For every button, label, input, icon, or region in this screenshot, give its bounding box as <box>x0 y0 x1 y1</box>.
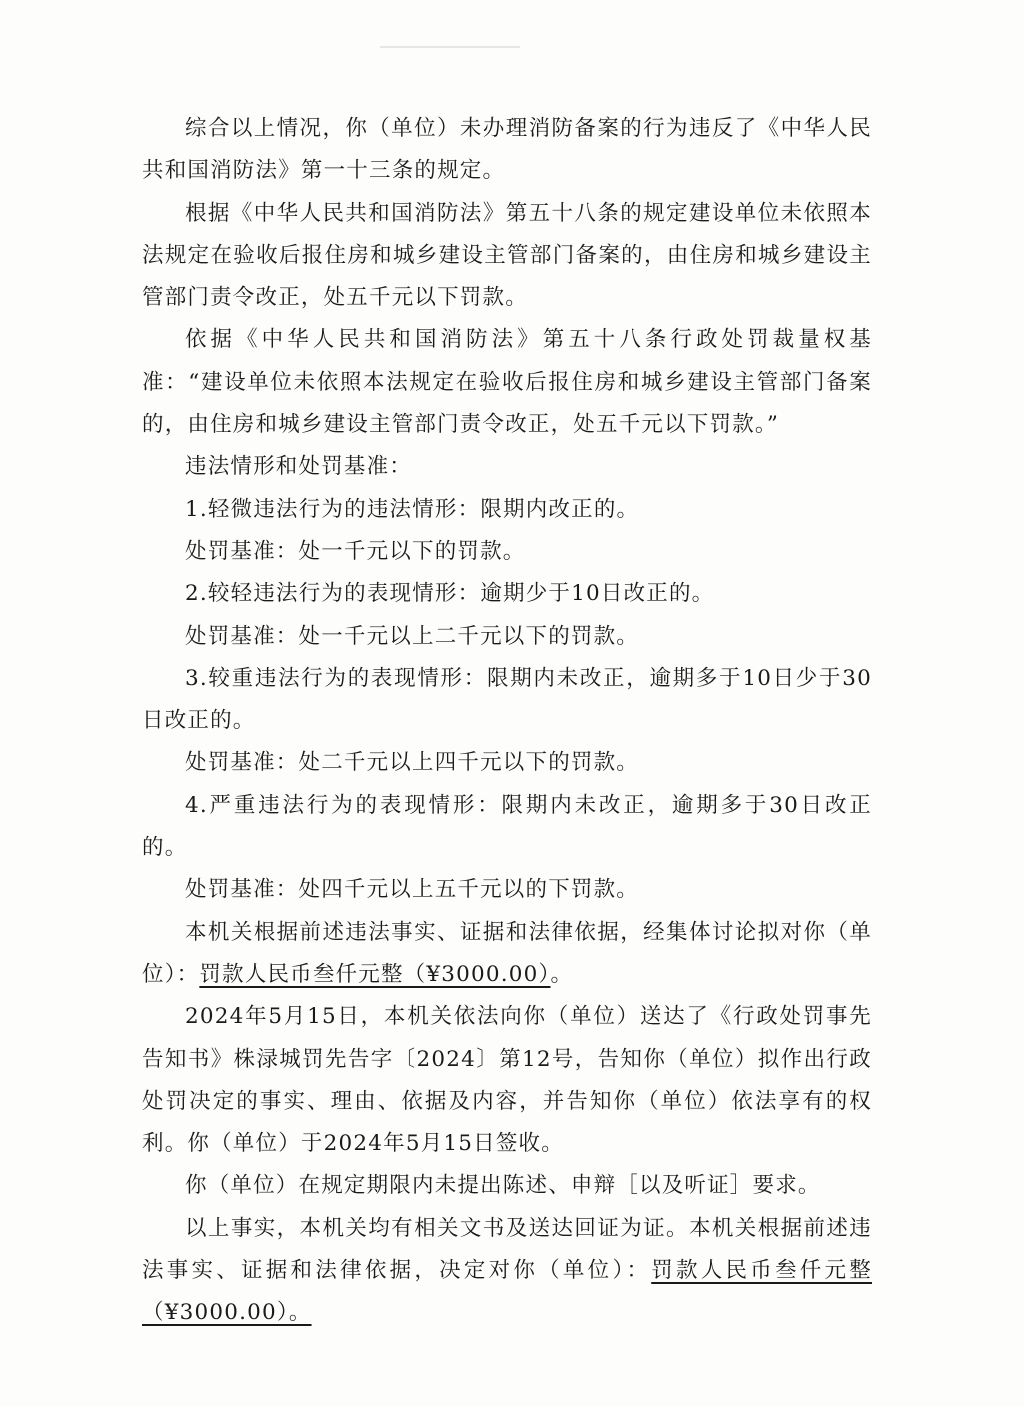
paragraph-serious-violation: 3.较重违法行为的表现情形：限期内未改正，逾期多于10日少于30日改正的。 <box>142 665 872 734</box>
paragraph-minor-penalty: 处罚基准：处一千元以下的罚款。 <box>185 538 526 564</box>
paragraph-final-decision <box>142 1208 872 1335</box>
paragraph-violation-summary: 综合以上情况，你（单位）未办理消防备案的行为违反了《中华人民共和国消防法》第一十三条的规定。 <box>142 116 872 184</box>
proposed-penalty-end: 。 <box>550 961 574 987</box>
proposed-penalty-amount: 罚款人民币叁仟元整（¥3000.00） <box>199 961 551 987</box>
paragraph-light-violation: 2.较轻违法行为的表现情形：逾期少于10日改正的。 <box>185 581 715 607</box>
paragraph-serious-penalty: 处罚基准：处二千元以上四千元以下的罚款。 <box>185 750 640 776</box>
final-decision-prefix: 以上事实，本机关均有相关文书及送达回证为证。本机关根据前述违法事实、证据和法律依据，决定对你（单位）： <box>142 1215 872 1284</box>
paragraph-proposed-penalty <box>142 912 872 997</box>
paragraph-standards-heading: 违法情形和处罚基准： <box>185 454 413 480</box>
paragraph-legal-basis: 根据《中华人民共和国消防法》第五十八条的规定建设单位未依照本法规定在验收后报住房和城乡建设主管部门备案的，由住房和城乡建设主管部门责令改正，处五千元以下罚款。 <box>142 200 872 311</box>
paragraph-light-penalty: 处罚基准：处一千元以上二千元以下的罚款。 <box>185 623 640 649</box>
paragraph-notice-served: 2024年5月15日，本机关依法向你（单位）送达了《行政处罚事先告知书》株渌城罚先告字〔2024〕第12号，告知你（单位）拟作出行政处罚决定的事实、理由、依据及内容，并告知你（单位）依法享有的权利。你（单位）于2024年5月15日签收。 <box>142 1004 872 1157</box>
paragraph-severe-violation: 4.严重违法行为的表现情形：限期内未改正，逾期多于30日改正的。 <box>142 792 872 861</box>
document-body <box>142 108 872 1335</box>
paragraph-severe-penalty: 处罚基准：处四千元以上五千元以的下罚款。 <box>185 877 640 903</box>
paragraph-minor-violation: 1.轻微违法行为的违法情形：限期内改正的。 <box>185 496 640 522</box>
scan-mark <box>380 46 520 48</box>
final-penalty-amount: 罚款人民币叁仟元整（¥3000.00）。 <box>142 1258 872 1326</box>
paragraph-no-statement: 你（单位）在规定期限内未提出陈述、申辩［以及听证］要求。 <box>185 1173 821 1199</box>
proposed-penalty-prefix: 本机关根据前述违法事实、证据和法律依据，经集体讨论拟对你（单位）： <box>142 919 872 987</box>
paragraph-discretion-standard: 依据《中华人民共和国消防法》第五十八条行政处罚裁量权基准：“建设单位未依照本法规定在验收后报住房和城乡建设主管部门备案的，由住房和城乡建设主管部门责令改正，处五千元以下罚款。” <box>142 327 872 438</box>
